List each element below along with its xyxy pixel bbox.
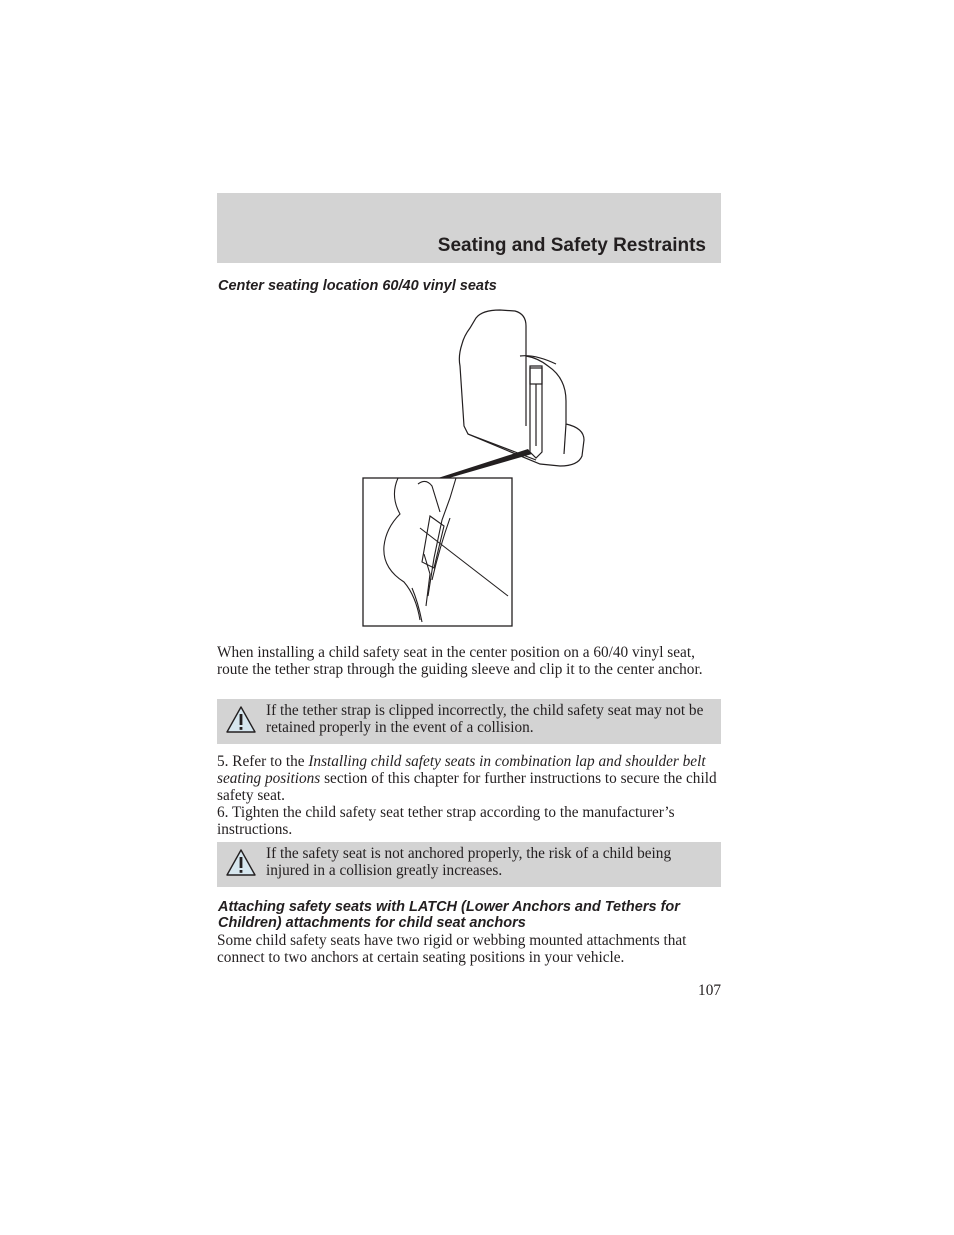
- paragraph-step-6: 6. Tighten the child safety seat tether strap according to the manufacturer’s instructions.: [217, 804, 675, 838]
- paragraph-step-5: [217, 753, 723, 804]
- step-5-prefix: 5. Refer to the: [217, 753, 309, 770]
- step-5-reference: Installing child safety seats in combination lap and shoulder belt seating positions: [217, 753, 706, 787]
- warning-box-anchor: [217, 842, 721, 887]
- section-subheading: Center seating location 60/40 vinyl seats: [218, 278, 497, 294]
- warning-triangle-icon: [225, 705, 257, 735]
- page-title: Seating and Safety Restraints: [437, 235, 706, 256]
- warning-text-anchor: If the safety seat is not anchored properly, the risk of a child being injured in a collision greatly increases.: [266, 845, 672, 879]
- paragraph-latch: Some child safety seats have two rigid or webbing mounted attachments that connect to two anchors at certain seating positions in your vehicle.: [217, 932, 687, 966]
- step-5-suffix: section of this chapter for further instructions to secure the child safety seat.: [217, 770, 717, 804]
- paragraph-tether-route: When installing a child safety seat in the center position on a 60/40 vinyl seat, route the tether strap through the guiding sleeve and clip it to the center anchor.: [217, 644, 703, 678]
- warning-triangle-icon: [225, 848, 257, 878]
- header-band: [217, 193, 721, 263]
- latch-heading: Attaching safety seats with LATCH (Lower Anchors and Tethers for Children) attachments for child seat anchors: [218, 899, 680, 931]
- page-number: 107: [698, 982, 721, 999]
- warning-text-clip: If the tether strap is clipped incorrectly, the child safety seat may not be retained properly in the event of a collision.: [266, 702, 704, 736]
- warning-box-clip: [217, 699, 721, 744]
- seat-illustration: [360, 306, 590, 628]
